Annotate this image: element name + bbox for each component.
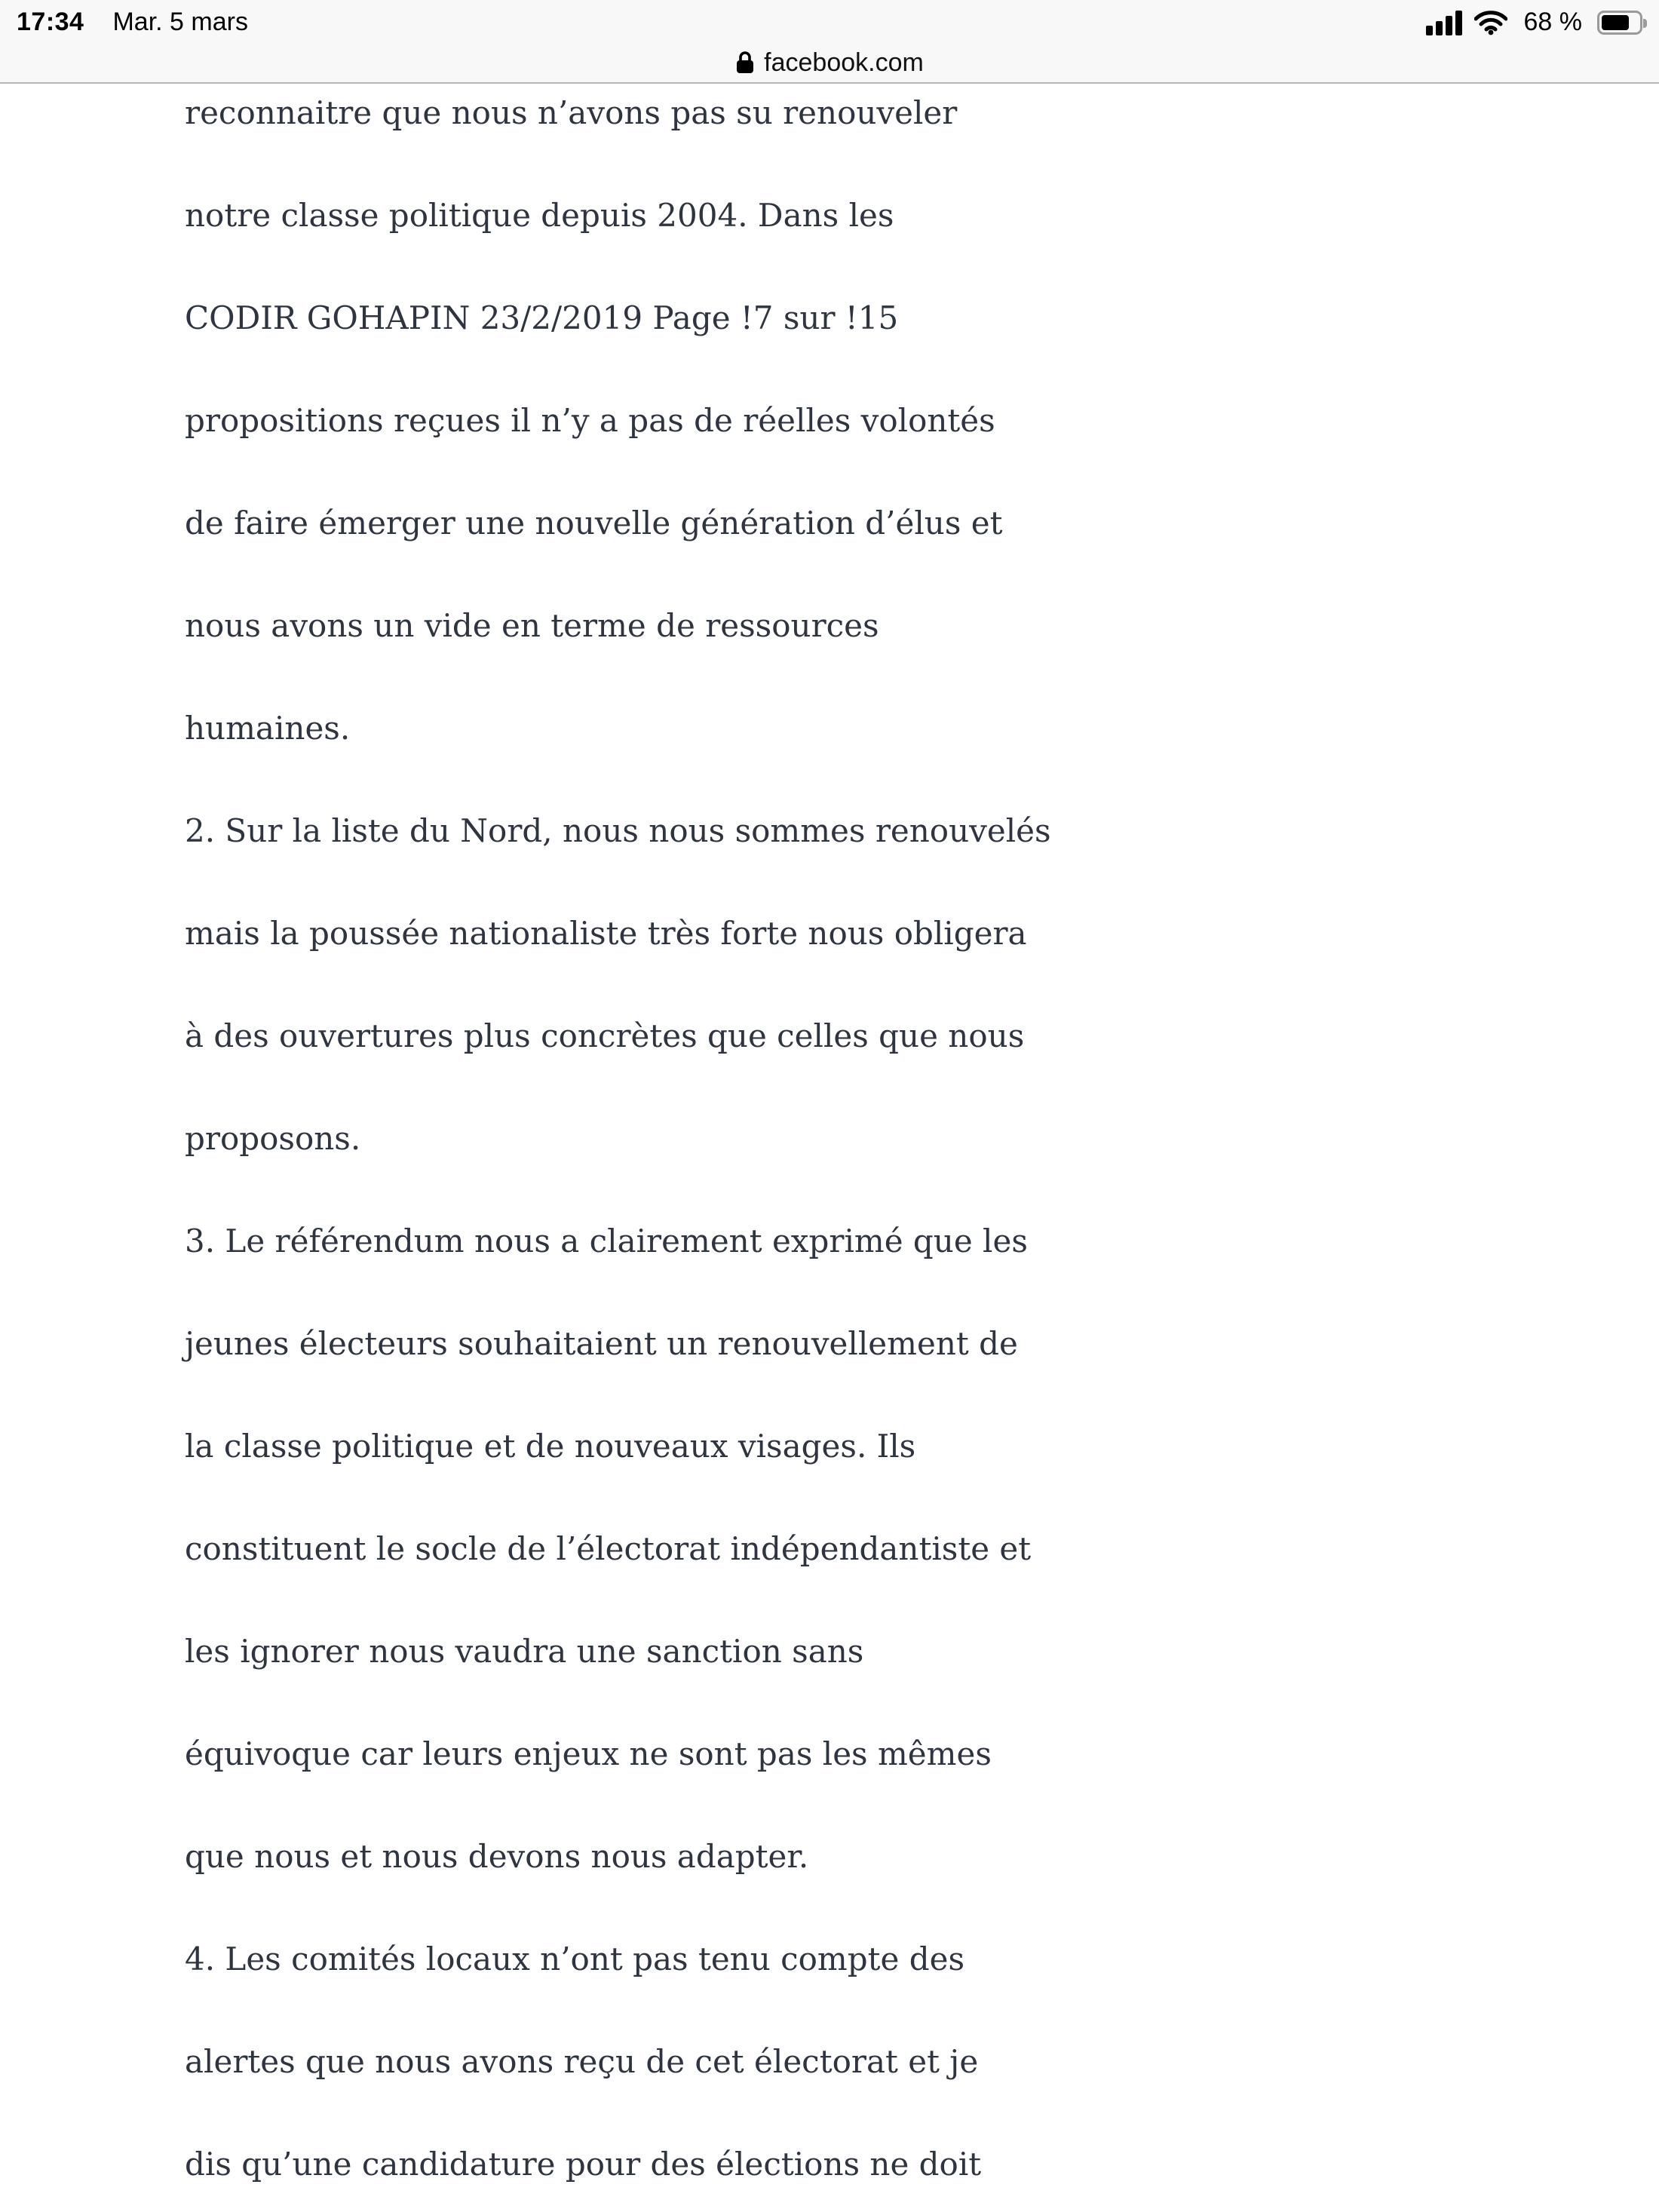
url-bar[interactable] bbox=[0, 42, 1659, 83]
text-line: à des ouvertures plus concrètes que celles que nous bbox=[185, 1017, 1025, 1054]
status-right bbox=[1426, 8, 1643, 37]
text-line: que nous et nous devons nous adapter. bbox=[185, 1838, 809, 1875]
text-line: alertes que nous avons reçu de cet électorat et je bbox=[185, 2043, 979, 2080]
status-time: 17:34 bbox=[17, 8, 84, 36]
battery-percent-label: 68 % bbox=[1523, 8, 1582, 36]
text-line: notre classe politique depuis 2004. Dans les bbox=[185, 197, 894, 234]
text-line: 4. Les comités locaux n’ont pas tenu compte des bbox=[185, 1940, 965, 1977]
text-line: 3. Le référendum nous a clairement exprimé que les bbox=[185, 1223, 1028, 1259]
text-line: 2. Sur la liste du Nord, nous nous sommes renouvelés bbox=[185, 812, 1051, 849]
text-line: mais la poussée nationaliste très forte nous obligera bbox=[185, 915, 1027, 952]
text-line: les ignorer nous vaudra une sanction sans bbox=[185, 1633, 864, 1670]
text-line: proposons. bbox=[185, 1120, 361, 1157]
text-line: constituent le socle de l’électorat indépendantiste et bbox=[185, 1530, 1032, 1567]
status-left bbox=[17, 8, 248, 37]
text-line: équivoque car leurs enjeux ne sont pas les mêmes bbox=[185, 1735, 992, 1772]
web-page-content bbox=[0, 84, 1659, 2212]
wifi-icon bbox=[1474, 10, 1507, 35]
status-bar bbox=[0, 0, 1659, 42]
text-line: CODIR GOHAPIN 23/2/2019 Page !7 sur !15 bbox=[185, 299, 899, 336]
text-line: reconnaitre que nous n’avons pas su renouveler bbox=[185, 94, 958, 131]
lock-icon bbox=[735, 51, 755, 75]
text-line: nous avons un vide en terme de ressources bbox=[185, 607, 879, 644]
url-domain: facebook.com bbox=[764, 48, 924, 77]
text-line: jeunes électeurs souhaitaient un renouvellement de bbox=[185, 1325, 1018, 1362]
text-line: humaines. bbox=[185, 710, 351, 747]
status-date: Mar. 5 mars bbox=[112, 8, 248, 36]
text-line: la classe politique et de nouveaux visages. Ils bbox=[185, 1428, 916, 1465]
post-text bbox=[185, 84, 1659, 2212]
battery-icon bbox=[1597, 11, 1642, 35]
text-line: dis qu’une candidature pour des élections ne doit bbox=[185, 2146, 982, 2183]
safari-top-bar bbox=[0, 0, 1659, 84]
text-line: propositions reçues il n’y a pas de réelles volontés bbox=[185, 402, 995, 439]
text-line: de faire émerger une nouvelle génération d’élus et bbox=[185, 505, 1003, 541]
cellular-signal-icon bbox=[1426, 10, 1462, 35]
